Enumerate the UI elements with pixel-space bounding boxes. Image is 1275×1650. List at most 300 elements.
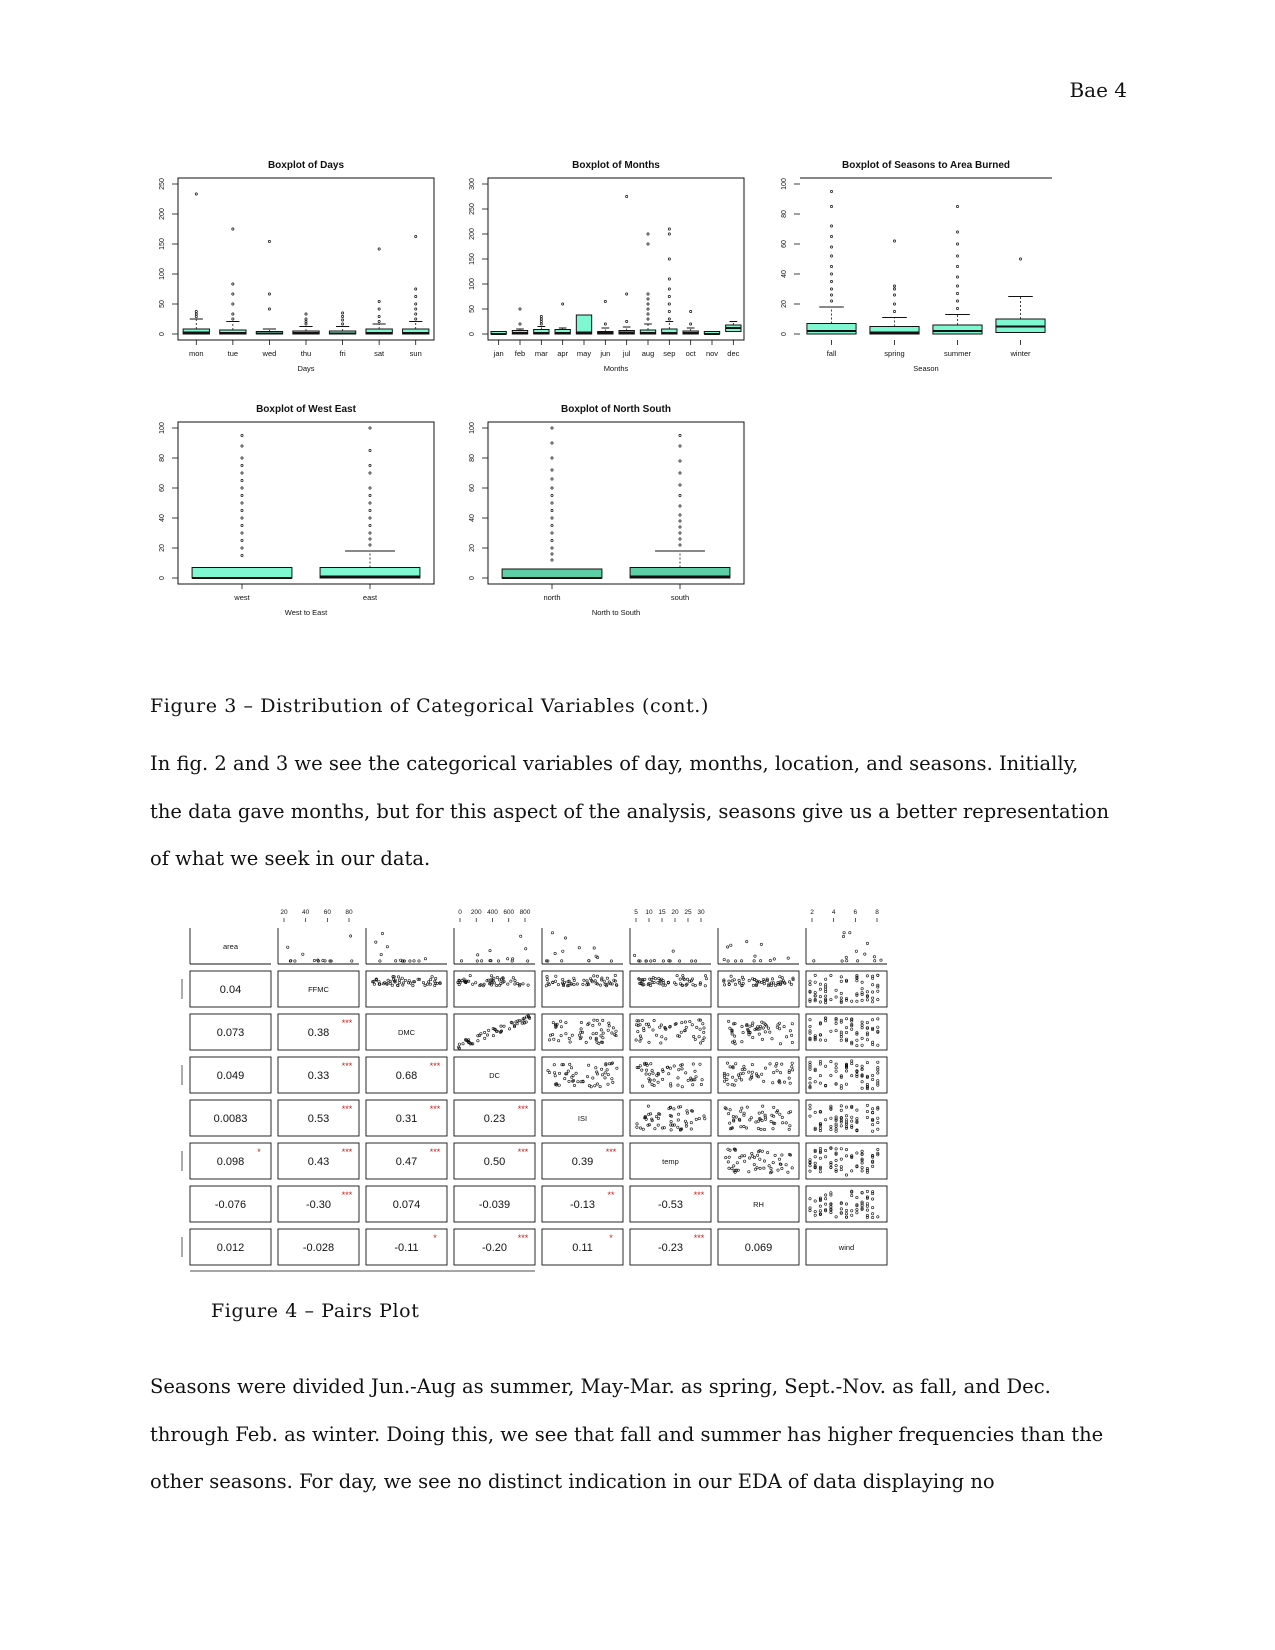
top-axis-tick-label: 10 xyxy=(645,909,653,916)
scatter-point xyxy=(762,1105,764,1107)
significance-stars: *** xyxy=(517,1104,529,1114)
outlier-point xyxy=(668,278,670,280)
figure-3-caption: Figure 3 – Distribution of Categorical Variables (cont.) xyxy=(150,695,709,717)
outlier-point xyxy=(378,248,380,250)
scatter-point xyxy=(830,974,832,976)
scatter-point xyxy=(877,1148,879,1150)
scatter-point xyxy=(845,956,847,958)
box-body xyxy=(192,568,292,579)
scatter-point xyxy=(785,1036,787,1038)
scatter-point xyxy=(435,977,437,979)
correlation-value: 0.23 xyxy=(483,1113,506,1125)
scatter-point xyxy=(596,1083,598,1085)
scatter-point xyxy=(773,1071,775,1073)
scatter-point xyxy=(612,1081,614,1083)
scatter-point xyxy=(861,988,863,990)
scatter-point xyxy=(835,1063,837,1065)
scatter-point xyxy=(553,1064,555,1066)
outlier-point xyxy=(668,295,670,297)
pairs-cell xyxy=(718,1143,799,1179)
scatter-point xyxy=(809,1000,811,1002)
outlier-point xyxy=(305,318,307,320)
box-summer xyxy=(933,205,982,334)
scatter-point xyxy=(577,1081,579,1083)
x-axis-label: North to South xyxy=(591,608,641,617)
outlier-point xyxy=(956,231,958,233)
scatter-point xyxy=(861,993,863,995)
scatter-point xyxy=(830,1074,832,1076)
scatter-point xyxy=(787,957,789,959)
scatter-point xyxy=(783,1081,785,1083)
scatter-point xyxy=(774,1154,776,1156)
x-tick-label: winter xyxy=(1010,349,1031,358)
scatter-point xyxy=(835,1169,837,1171)
scatter-point xyxy=(871,1165,873,1167)
scatter-point xyxy=(703,1031,705,1033)
scatter-point xyxy=(809,1115,811,1117)
box-mon xyxy=(183,193,209,334)
scatter-point xyxy=(835,1148,837,1150)
box-apr xyxy=(555,303,570,334)
scatter-point xyxy=(516,982,518,984)
scatter-point xyxy=(672,950,674,952)
scatter-point xyxy=(500,1025,502,1027)
scatter-point xyxy=(861,1166,863,1168)
scatter-point xyxy=(660,1042,662,1044)
outlier-point xyxy=(268,308,270,310)
scatter-point xyxy=(824,1020,826,1022)
scatter-point xyxy=(380,953,382,955)
top-axis-tick-label: 8 xyxy=(875,909,879,916)
x-tick-label: fall xyxy=(826,349,837,358)
scatter-point xyxy=(809,1159,811,1161)
scatter-point xyxy=(813,960,815,962)
outlier-point xyxy=(241,494,243,496)
scatter-point xyxy=(768,1165,770,1167)
scatter-point xyxy=(871,1088,873,1090)
scatter-point xyxy=(770,1120,772,1122)
outlier-point xyxy=(551,517,553,519)
scatter-point xyxy=(777,1169,779,1171)
scatter-point xyxy=(728,980,730,982)
scatter-point xyxy=(477,954,479,956)
page-number: Bae 4 xyxy=(1069,78,1127,102)
scatter-point xyxy=(783,1025,785,1027)
chart-frame xyxy=(488,422,744,584)
pairs-cell-frame xyxy=(630,1057,711,1093)
outlier-point xyxy=(604,323,606,325)
y-tick-label: 60 xyxy=(159,484,166,492)
correlation-value: 0.073 xyxy=(216,1027,245,1039)
scatter-point xyxy=(659,1026,661,1028)
scatter-point xyxy=(728,1156,730,1158)
scatter-point xyxy=(771,978,773,980)
pairs-cell xyxy=(454,1057,535,1093)
box-jul xyxy=(619,195,634,334)
scatter-point xyxy=(733,1165,735,1167)
scatter-point xyxy=(673,1108,675,1110)
outlier-point xyxy=(830,225,832,227)
scatter-point xyxy=(580,1021,582,1023)
scatter-point xyxy=(871,1108,873,1110)
top-axis-tick-label: 30 xyxy=(697,909,705,916)
x-tick-label: tue xyxy=(227,349,239,358)
scatter-point xyxy=(690,1121,692,1123)
top-axis-tick-label: 200 xyxy=(470,909,482,916)
correlation-value: -0.53 xyxy=(657,1199,684,1211)
scatter-point xyxy=(472,983,474,985)
x-tick-label: south xyxy=(670,593,690,602)
outlier-point xyxy=(893,294,895,296)
scatter-point xyxy=(845,1106,847,1108)
scatter-point xyxy=(606,1069,608,1071)
scatter-point xyxy=(809,1104,811,1106)
scatter-point xyxy=(874,960,876,962)
scatter-point xyxy=(546,975,548,977)
scatter-point xyxy=(572,1074,574,1076)
outlier-point xyxy=(551,532,553,534)
scatter-point xyxy=(871,1213,873,1215)
scatter-point xyxy=(856,1196,858,1198)
scatter-point xyxy=(497,960,499,962)
top-axis-tick-label: 6 xyxy=(853,909,858,916)
scatter-point xyxy=(840,1036,842,1038)
x-tick-label: feb xyxy=(514,349,526,358)
chart-title: Boxplot of West East xyxy=(256,404,356,415)
scatter-point xyxy=(740,1079,742,1081)
scatter-point xyxy=(845,1026,847,1028)
scatter-point xyxy=(595,1032,597,1034)
outlier-point xyxy=(241,487,243,489)
scatter-point xyxy=(645,1069,647,1071)
scatter-point xyxy=(851,1000,853,1002)
scatter-point xyxy=(729,1149,731,1151)
top-axis-tick-label: 60 xyxy=(323,909,331,916)
scatter-point xyxy=(856,1064,858,1066)
scatter-point xyxy=(866,999,868,1001)
outlier-point xyxy=(668,318,670,320)
chart-frame xyxy=(178,178,434,340)
scatter-point xyxy=(851,1210,853,1212)
pairs-cell xyxy=(366,928,447,964)
scatter-point xyxy=(866,1203,868,1205)
outlier-point xyxy=(415,295,417,297)
scatter-point xyxy=(877,990,879,992)
scatter-point xyxy=(565,1033,567,1035)
scatter-point xyxy=(373,983,375,985)
scatter-point xyxy=(381,932,383,934)
scatter-point xyxy=(351,960,353,962)
scatter-point xyxy=(773,958,775,960)
pairs-cell xyxy=(806,1229,887,1265)
pairs-cell-frame xyxy=(718,1057,799,1093)
scatter-point xyxy=(652,1029,654,1031)
variable-label-wind: wind xyxy=(838,1243,855,1252)
y-tick-label: 0 xyxy=(469,576,476,580)
scatter-point xyxy=(781,1167,783,1169)
scatter-point xyxy=(599,984,601,986)
outlier-point xyxy=(540,320,542,322)
scatter-point xyxy=(768,983,770,985)
scatter-point xyxy=(686,978,688,980)
paragraph-line: the data gave months, but for this aspect of the analysis, seasons give us a better representation xyxy=(150,799,1110,823)
scatter-point xyxy=(762,1027,764,1029)
scatter-point xyxy=(861,1037,863,1039)
scatter-point xyxy=(861,1087,863,1089)
scatter-point xyxy=(851,1074,853,1076)
outlier-point xyxy=(668,310,670,312)
scatter-point xyxy=(772,1082,774,1084)
scatter-point xyxy=(602,1019,604,1021)
scatter-point xyxy=(835,1029,837,1031)
scatter-point xyxy=(856,980,858,982)
correlation-value: 0.68 xyxy=(395,1070,418,1082)
x-axis-label: Months xyxy=(603,364,629,373)
scatter-point xyxy=(754,955,756,957)
scatter-point xyxy=(654,1128,656,1130)
scatter-point xyxy=(677,1113,679,1115)
scatter-point xyxy=(746,1106,748,1108)
scatter-point xyxy=(652,1072,654,1074)
scatter-point xyxy=(824,1065,826,1067)
y-tick-label: 80 xyxy=(469,454,476,462)
scatter-point xyxy=(670,1120,672,1122)
outlier-point xyxy=(956,255,958,257)
outlier-point xyxy=(551,553,553,555)
scatter-point xyxy=(727,960,729,962)
scatter-point xyxy=(704,1118,706,1120)
variable-label-DC: DC xyxy=(489,1071,500,1080)
scatter-point xyxy=(636,1066,638,1068)
outlier-point xyxy=(679,434,681,436)
scatter-point xyxy=(726,946,728,948)
scatter-point xyxy=(770,1167,772,1169)
scatter-point xyxy=(480,1033,482,1035)
scatter-point xyxy=(678,960,680,962)
scatter-point xyxy=(824,1039,826,1041)
outlier-point xyxy=(956,285,958,287)
outlier-point xyxy=(647,303,649,305)
pairs-cell xyxy=(718,1014,799,1050)
scatter-point xyxy=(554,980,556,982)
scatter-point xyxy=(469,974,471,976)
scatter-point xyxy=(851,1125,853,1127)
scatter-point xyxy=(819,988,821,990)
y-tick-label: 40 xyxy=(781,270,788,278)
scatter-point xyxy=(840,980,842,982)
x-axis-label: West to East xyxy=(284,608,328,617)
outlier-point xyxy=(679,484,681,486)
scatter-point xyxy=(661,1069,663,1071)
pairs-cell-frame xyxy=(630,971,711,1007)
y-tick-label: 250 xyxy=(469,203,476,215)
scatter-point xyxy=(835,996,837,998)
scatter-point xyxy=(633,954,635,956)
scatter-point xyxy=(665,1038,667,1040)
scatter-point xyxy=(604,1072,606,1074)
outlier-point xyxy=(378,320,380,322)
box-mar xyxy=(534,315,549,334)
y-tick-label: 50 xyxy=(159,300,166,308)
pairs-cell xyxy=(806,1014,887,1050)
y-tick-label: 80 xyxy=(159,454,166,462)
scatter-point xyxy=(809,1198,811,1200)
scatter-point xyxy=(705,978,707,980)
scatter-point xyxy=(742,1072,744,1074)
scatter-point xyxy=(737,1074,739,1076)
scatter-point xyxy=(653,1079,655,1081)
pairs-cell xyxy=(542,1100,623,1136)
scatter-point xyxy=(746,940,748,942)
scatter-point xyxy=(772,1128,774,1130)
outlier-point xyxy=(830,235,832,237)
scatter-point xyxy=(568,1080,570,1082)
scatter-point xyxy=(592,1024,594,1026)
scatter-point xyxy=(704,985,706,987)
scatter-point xyxy=(701,1079,703,1081)
outlier-point xyxy=(369,524,371,526)
scatter-point xyxy=(754,1168,756,1170)
scatter-point xyxy=(740,1126,742,1128)
scatter-point xyxy=(759,1158,761,1160)
scatter-point xyxy=(830,1117,832,1119)
outlier-point xyxy=(305,323,307,325)
scatter-point xyxy=(658,977,660,979)
scatter-point xyxy=(548,1039,550,1041)
scatter-point xyxy=(554,1075,556,1077)
scatter-point xyxy=(835,1067,837,1069)
scatter-point xyxy=(866,1021,868,1023)
outlier-point xyxy=(647,318,649,320)
scatter-point xyxy=(753,1156,755,1158)
scatter-point xyxy=(592,1033,594,1035)
outlier-point xyxy=(647,298,649,300)
outlier-point xyxy=(604,300,606,302)
scatter-point xyxy=(610,960,612,962)
paragraph-line: through Feb. as winter. Doing this, we see that fall and summer has higher frequencies than the xyxy=(150,1422,1104,1446)
scatter-point xyxy=(861,1065,863,1067)
outlier-point xyxy=(551,427,553,429)
scatter-point xyxy=(583,979,585,981)
scatter-point xyxy=(866,1061,868,1063)
scatter-point xyxy=(699,1019,701,1021)
scatter-point xyxy=(648,1026,650,1028)
scatter-point xyxy=(582,983,584,985)
scatter-point xyxy=(493,982,495,984)
pairs-cell xyxy=(278,971,359,1007)
scatter-point xyxy=(651,1069,653,1071)
scatter-point xyxy=(790,1034,792,1036)
pairs-cell xyxy=(454,971,535,1007)
scatter-point xyxy=(657,1117,659,1119)
scatter-point xyxy=(809,983,811,985)
box-nov xyxy=(704,332,719,335)
x-tick-label: apr xyxy=(557,349,569,358)
outlier-point xyxy=(305,320,307,322)
scatter-point xyxy=(877,1121,879,1123)
scatter-point xyxy=(522,983,524,985)
scatter-point xyxy=(586,1075,588,1077)
scatter-point xyxy=(779,1113,781,1115)
outlier-point xyxy=(241,434,243,436)
top-axis-tick-label: 400 xyxy=(487,909,498,916)
scatter-point xyxy=(866,1039,868,1041)
outlier-point xyxy=(195,310,197,312)
scatter-point xyxy=(732,1115,734,1117)
scatter-point xyxy=(611,1078,613,1080)
outlier-point xyxy=(519,308,521,310)
scatter-point xyxy=(809,1165,811,1167)
box-aug xyxy=(640,233,655,334)
scatter-point xyxy=(759,1167,761,1169)
scatter-point xyxy=(861,1081,863,1083)
scatter-point xyxy=(734,1043,736,1045)
significance-stars: *** xyxy=(693,1190,705,1200)
scatter-point xyxy=(729,1109,731,1111)
scatter-point xyxy=(851,1116,853,1118)
scatter-point xyxy=(560,1034,562,1036)
pairs-cell xyxy=(806,1186,887,1222)
box-wed xyxy=(256,240,282,334)
figure-4-pairs-plot xyxy=(170,898,950,1290)
scatter-point xyxy=(694,1079,696,1081)
scatter-point xyxy=(845,1083,847,1085)
variable-label-temp: temp xyxy=(662,1157,679,1166)
x-tick-label: nov xyxy=(705,349,719,358)
pairs-cell xyxy=(630,1143,711,1179)
scatter-point xyxy=(757,1127,759,1129)
outlier-point xyxy=(679,445,681,447)
scatter-point xyxy=(733,1035,735,1037)
outlier-point xyxy=(830,273,832,275)
outlier-point xyxy=(369,494,371,496)
pairs-cell xyxy=(806,928,887,964)
chart-title: Boxplot of Seasons to Area Burned xyxy=(842,160,1010,171)
figure-4-caption: Figure 4 – Pairs Plot xyxy=(211,1300,420,1322)
scatter-point xyxy=(871,997,873,999)
scatter-point xyxy=(593,1019,595,1021)
scatter-point xyxy=(545,985,547,987)
scatter-point xyxy=(735,1079,737,1081)
scatter-point xyxy=(639,1127,641,1129)
scatter-point xyxy=(819,1210,821,1212)
scatter-point xyxy=(727,1112,729,1114)
scatter-point xyxy=(809,1108,811,1110)
scatter-point xyxy=(698,1117,700,1119)
scatter-point xyxy=(809,1019,811,1021)
scatter-point xyxy=(692,984,694,986)
scatter-point xyxy=(819,1082,821,1084)
scatter-point xyxy=(824,1149,826,1151)
scatter-point xyxy=(758,1033,760,1035)
correlation-value: 0.38 xyxy=(307,1027,330,1039)
scatter-point xyxy=(751,1152,753,1154)
scatter-point xyxy=(483,1031,485,1033)
scatter-point xyxy=(830,1211,832,1213)
outlier-point xyxy=(341,315,343,317)
scatter-point xyxy=(695,1076,697,1078)
pairs-cell xyxy=(190,928,271,964)
scatter-point xyxy=(856,1212,858,1214)
outlier-point xyxy=(369,502,371,504)
scatter-point xyxy=(598,1042,600,1044)
scatter-point xyxy=(788,981,790,983)
top-axis-tick-label: 5 xyxy=(634,909,638,916)
scatter-point xyxy=(687,1079,689,1081)
outlier-point xyxy=(415,308,417,310)
scatter-point xyxy=(861,1150,863,1152)
x-tick-label: mar xyxy=(534,349,548,358)
